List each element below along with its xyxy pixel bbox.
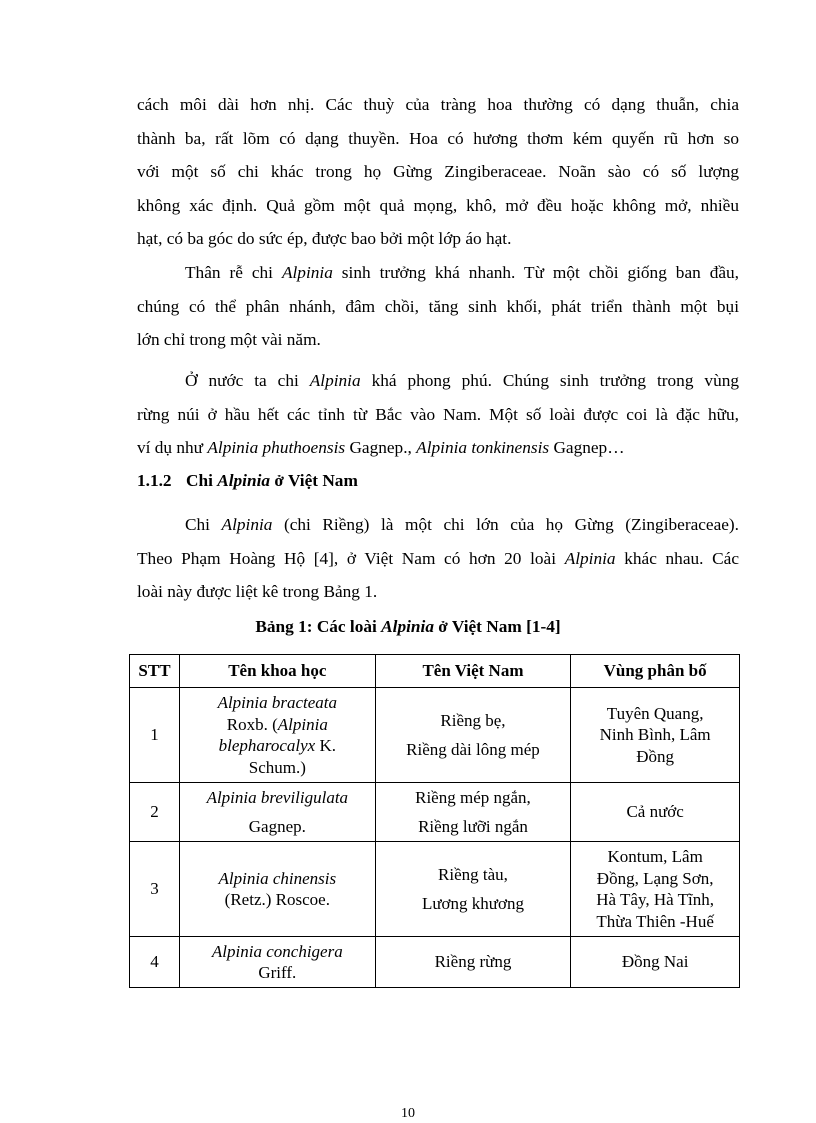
author-name: Gagnep. <box>248 817 306 836</box>
vietnamese-name: Riềng dài lông mép <box>406 740 540 759</box>
text-line <box>137 256 739 290</box>
table-row <box>130 842 740 937</box>
cell-distribution <box>571 783 740 842</box>
cell-vietnamese-name <box>375 842 571 937</box>
page-number: 10 <box>401 1106 415 1121</box>
text-line <box>137 508 739 542</box>
cell-vietnamese-name <box>375 783 571 842</box>
caption-text: ở Việt Nam [1-4] <box>433 617 561 636</box>
header-vietnamese-name: Tên Việt Nam <box>375 655 571 688</box>
genus-name: Alpinia <box>564 548 616 568</box>
text-run: Gagnep… <box>549 438 625 457</box>
vietnamese-name: Riềng tàu, <box>438 864 508 884</box>
region-line: Tuyên Quang, <box>606 703 704 723</box>
text-run: Theo Phạm Hoàng Hộ [4], ở Việt Nam có hơn 20 loài <box>137 548 565 568</box>
text-run: K. <box>315 736 337 755</box>
table-row <box>130 783 740 842</box>
text-line: cách môi dài hơn nhị. Các thuỳ của tràng hoa thường có dạng thuẫn, chia <box>137 95 739 114</box>
text-line: thành ba, rất lõm có dạng thuyền. Hoa có hương thơm kém quyến rũ hơn so <box>137 128 739 148</box>
region-line: Kontum, Lâm <box>607 847 703 866</box>
species-name: Alpinia breviligulata <box>206 787 349 807</box>
section-heading <box>137 471 358 491</box>
cell-scientific-name <box>179 688 375 783</box>
text-line: không xác định. Quả gồm một quả mọng, khô, mở đều hoặc không mở, nhiều <box>137 195 739 215</box>
paragraph-4 <box>137 508 739 609</box>
cell-vietnamese-name <box>375 937 571 988</box>
text-run: ví dụ như <box>137 438 208 457</box>
cell-vietnamese-name <box>375 688 571 783</box>
text-line: rừng núi ở hầu hết các tỉnh từ Bắc vào Nam. Một số loài được coi là đặc hữu, <box>137 404 739 424</box>
region-line: Hà Tây, Hà Tĩnh, <box>596 890 714 909</box>
vietnamese-name: Riềng rừng <box>434 952 512 972</box>
genus-name: Alpinia <box>309 371 361 390</box>
species-table <box>129 654 740 988</box>
region-line: Đồng Nai <box>621 952 689 972</box>
cell-scientific-name <box>179 783 375 842</box>
caption-text: Bảng 1: Các loài <box>255 617 382 636</box>
region-line: Đồng, Lạng Sơn, <box>596 868 714 888</box>
text-line: lớn chỉ trong một vài năm. <box>137 330 321 349</box>
region-line: Ninh Bình, Lâm <box>599 725 711 745</box>
species-name: Alpinia conchigera <box>211 941 343 961</box>
text-line <box>184 735 371 757</box>
header-distribution: Vùng phân bố <box>571 655 740 688</box>
species-epithet: blepharocalyx <box>218 736 316 755</box>
cell-scientific-name <box>179 842 375 937</box>
table-row <box>130 937 740 988</box>
genus-name: Alpinia <box>277 714 328 734</box>
species-name: Alpinia chinensis <box>218 868 337 888</box>
author-name: Griff. <box>258 963 297 982</box>
text-run: Thân rễ chi <box>185 263 282 282</box>
genus-name: Alpinia <box>281 263 333 282</box>
region-line: Cả nước <box>626 802 684 822</box>
cell-stt: 1 <box>130 688 180 783</box>
text-line: loài này được liệt kê trong Bảng 1. <box>137 582 378 601</box>
author-name: (Retz.) Roscoe. <box>224 890 330 909</box>
text-run: khá phong phú. Chúng sinh trưởng trong vùng <box>360 371 739 390</box>
vietnamese-name: Riềng lưỡi ngắn <box>418 817 528 836</box>
text-run: khác nhau. Các <box>615 548 739 568</box>
cell-stt: 2 <box>130 783 180 842</box>
vietnamese-name: Lương khương <box>421 894 524 913</box>
vietnamese-name: Riềng mép ngắn, <box>415 787 531 807</box>
cell-distribution <box>571 842 740 937</box>
text-run: Gagnep., <box>345 438 417 457</box>
paragraph-2 <box>137 256 739 357</box>
table-caption <box>0 617 816 637</box>
species-name: Alpinia phuthoensis <box>207 438 346 457</box>
text-line <box>137 364 739 398</box>
text-line <box>137 542 739 576</box>
header-scientific-name: Tên khoa học <box>179 655 375 688</box>
section-number: 1.1.2 <box>137 471 172 490</box>
cell-stt: 4 <box>130 937 180 988</box>
heading-text: Chi <box>186 471 218 490</box>
text-line <box>137 431 739 465</box>
vietnamese-name: Riềng bẹ, <box>440 710 506 730</box>
genus-name: Alpinia <box>221 515 273 534</box>
cell-scientific-name <box>179 937 375 988</box>
text-run: sinh trưởng khá nhanh. Từ một chồi giống ban đầu, <box>332 263 739 282</box>
region-line: Đồng <box>636 746 675 766</box>
text-run: Ở nước ta chi <box>185 371 310 390</box>
caption-genus: Alpinia <box>381 617 434 636</box>
table-row <box>130 688 740 783</box>
species-name: Alpinia bracteata <box>217 693 338 712</box>
text-line: chúng có thể phân nhánh, đâm chồi, tăng sinh khối, phát triển thành một bụi <box>137 296 739 316</box>
text-run: (chi Riềng) là một chi lớn của họ Gừng (Zingiberaceae). <box>272 515 739 534</box>
region-line: Thừa Thiên -Huế <box>596 911 714 931</box>
cell-stt: 3 <box>130 842 180 937</box>
text-line: với một số chi khác trong họ Gừng Zingiberaceae. Noãn sào có số lượng <box>137 162 739 181</box>
heading-text: ở Việt Nam <box>270 471 358 490</box>
paragraph-1 <box>137 88 739 256</box>
text-line <box>184 714 371 736</box>
text-run: Roxb. ( <box>226 714 278 734</box>
cell-distribution <box>571 688 740 783</box>
text-run: Chi <box>185 515 222 534</box>
species-name: Alpinia tonkinensis <box>416 438 550 457</box>
heading-genus: Alpinia <box>217 471 271 490</box>
table-header-row <box>130 655 740 688</box>
text-line: hạt, có ba góc do sức ép, được bao bởi một lớp áo hạt. <box>137 229 512 248</box>
paragraph-3 <box>137 364 739 465</box>
header-stt: STT <box>130 655 180 688</box>
cell-distribution <box>571 937 740 988</box>
author-name: Schum.) <box>248 757 306 777</box>
